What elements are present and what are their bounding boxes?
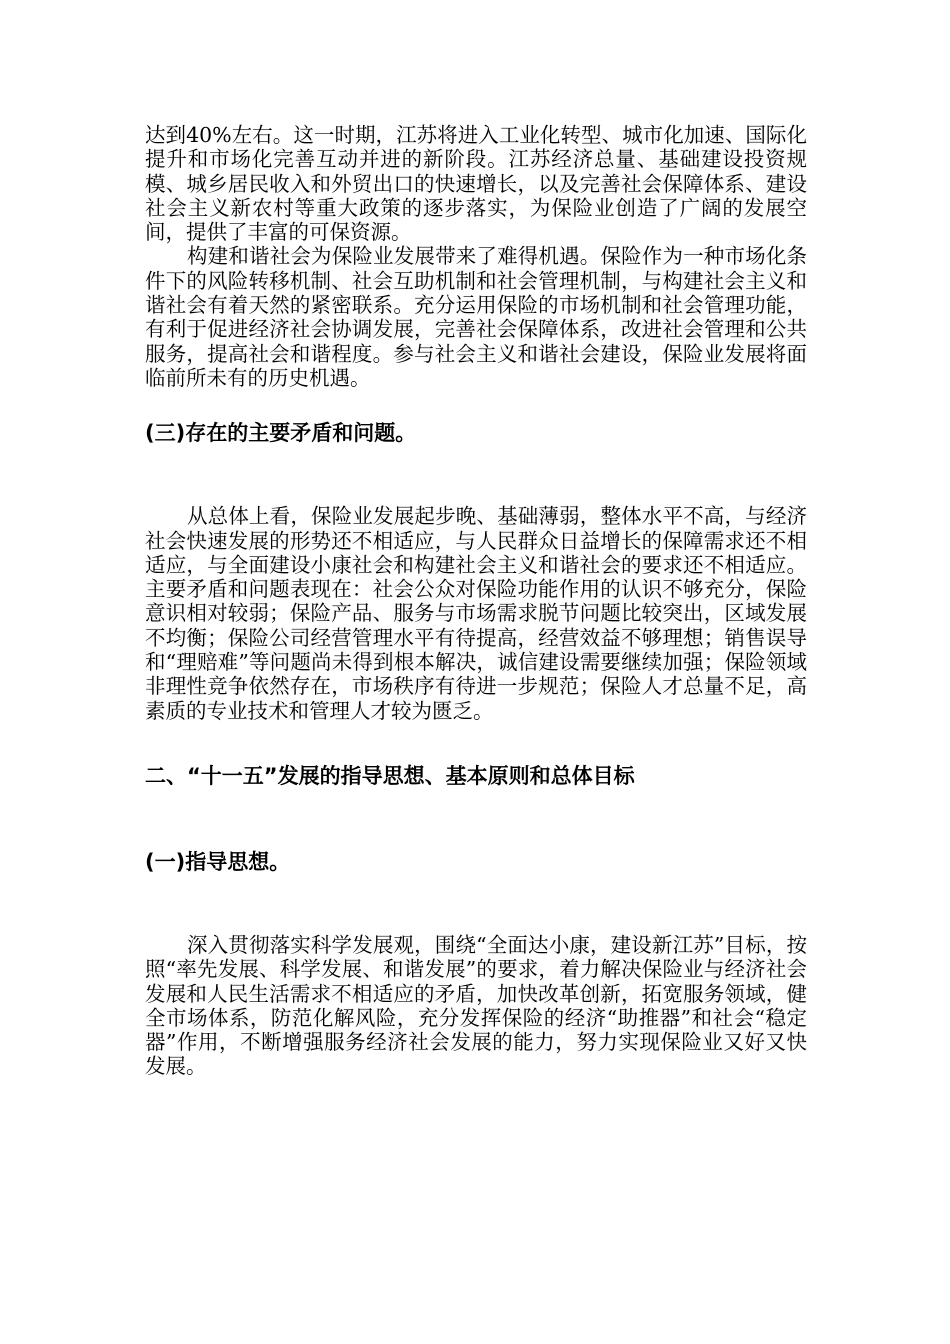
subsection-heading: (一)指导思想。 — [145, 849, 291, 874]
body-paragraph: 构建和谐社会为保险业发展带来了难得机遇。保险作为一种市场化条件下的风险转移机制、社会互助机制和社会管理机制，与构建社会主义和谐社会有着天然的紧密联系。充分运用保险的市场机制和社会管理功能，有利于促进经济社会协调发展，完善社会保障体系，改进社会管理和公共服务，提高社会和谐程度。参与社会主义和谐社会建设，保险业发展将面临前所未有的历史机遇。 — [145, 244, 807, 390]
section-heading: 二、“十一五”发展的指导思想、基本原则和总体目标 — [145, 763, 635, 788]
document-page — [145, 123, 807, 1079]
subsection-heading: (三)存在的主要矛盾和问题。 — [145, 421, 417, 446]
body-paragraph: 从总体上看，保险业发展起步晚、基础薄弱，整体水平不高，与经济社会快速发展的形势还不相适应，与人民群众日益增长的保障需求还不相适应，与全面建设小康社会和构建社会主义和谐社会的要求还不相适应。主要矛盾和问题表现在：社会公众对保险功能作用的认识不够充分，保险意识相对较弱；保险产品、服务与市场需求脱节问题比较突出，区域发展不均衡；保险公司经营管理水平有待提高，经营效益不够理想；销售误导和“理赔难”等问题尚未得到根本解决，诚信建设需要继续加强；保险领域非理性竞争依然存在，市场秩序有待进一步规范；保险人才总量不足，高素质的专业技术和管理人才较为匮乏。 — [145, 504, 807, 723]
body-paragraph: 深入贯彻落实科学发展观，围绕“全面达小康，建设新江苏”目标，按照“率先发展、科学发展、和谐发展”的要求，着力解决保险业与经济社会发展和人民生活需求不相适应的矛盾，加快改革创新，拓宽服务领域，健全市场体系，防范化解风险，充分发挥保险的经济“助推器”和社会“稳定器”作用，不断增强服务经济社会发展的能力，努力实现保险业又好又快发展。 — [145, 932, 807, 1079]
body-paragraph: 达到40%左右。这一时期，江苏将进入工业化转型、城市化加速、国际化提升和市场化完善互动并进的新阶段。江苏经济总量、基础建设投资规模、城乡居民收入和外贸出口的快速增长，以及完善社会保障体系、建设社会主义新农村等重大政策的逐步落实，为保险业创造了广阔的发展空间，提供了丰富的可保资源。 — [145, 123, 807, 245]
